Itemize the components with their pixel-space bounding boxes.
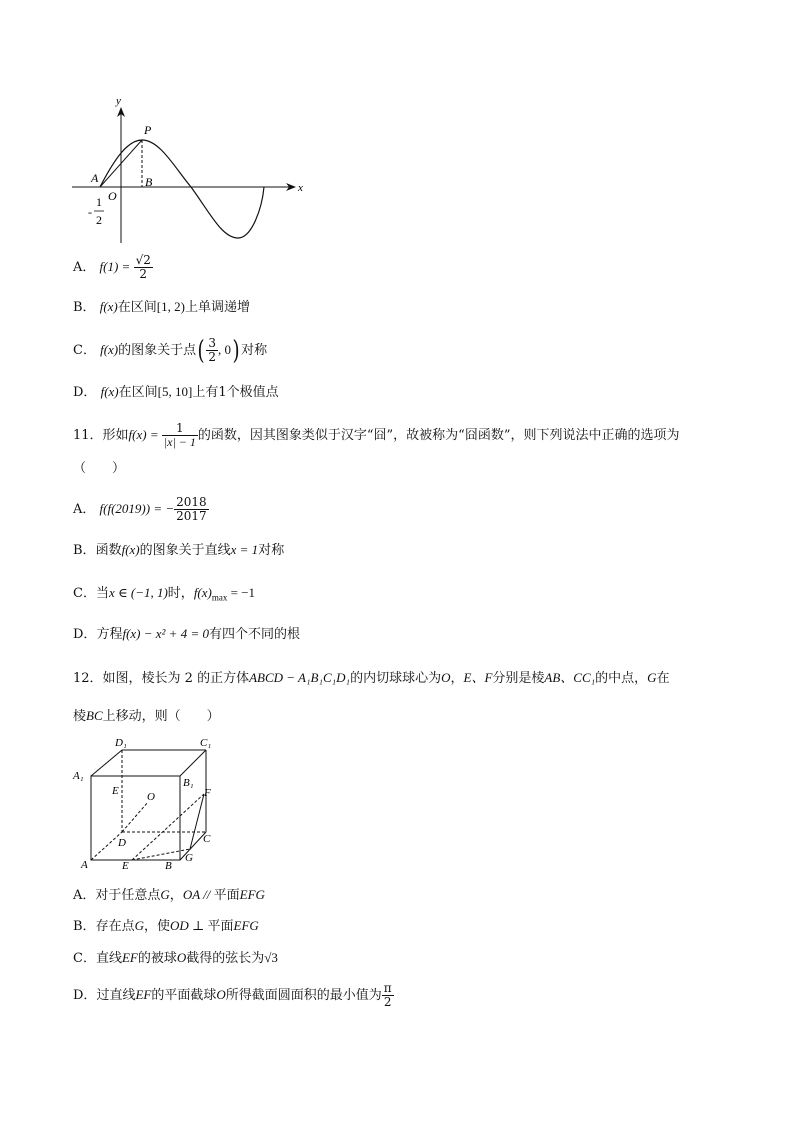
frac-numerator: 1	[162, 422, 198, 436]
vertex-C1-label: C₁	[200, 737, 212, 749]
option-A-text: 对于任意点	[95, 888, 161, 903]
option-D-text: 在区间	[118, 385, 158, 400]
frac-denominator: 2017	[176, 509, 207, 523]
q12-cube: ABCD − A₁B₁C₁D₁	[249, 670, 351, 685]
option-C-frac	[206, 337, 218, 364]
x-axis-label: x	[298, 182, 303, 194]
option-C-expr: f(x)	[193, 585, 212, 600]
q12-text-e: 的中点，	[595, 671, 648, 686]
option-C-EF: EF	[121, 950, 138, 965]
option-B-expr: f(x)	[121, 542, 140, 557]
frac-numerator: π	[383, 981, 392, 995]
option-D-label: D．	[73, 627, 97, 642]
q12-text-a: 12．如图，棱长为 2 的正方体	[73, 671, 250, 686]
frac-den: 2	[96, 213, 102, 227]
left-paren: (	[197, 335, 205, 366]
option-A-G: G	[160, 887, 170, 902]
option-B-text2: ，使	[143, 919, 170, 934]
q11-func: f(x) =	[128, 427, 162, 442]
vertex-C-label: C	[203, 833, 211, 845]
option-C-text: 当	[95, 586, 109, 601]
option-D-text2: 上有1个极值点	[192, 385, 279, 400]
q11-option-A	[73, 493, 209, 525]
y-axis-label: y	[116, 95, 121, 107]
option-A-text3: 平面	[213, 888, 240, 903]
line-DO	[122, 802, 148, 832]
option-D-O: O	[216, 987, 226, 1002]
q12-EF: E、F	[463, 670, 493, 685]
option-B-expr: f(x)	[99, 299, 118, 314]
origin-O-label: O	[108, 189, 117, 203]
right-paren: )	[232, 335, 240, 366]
cube-figure	[70, 736, 230, 874]
q11-option-C	[73, 583, 255, 608]
option-D-text2: 的平面截球	[151, 988, 217, 1003]
q12-stem-line1	[73, 668, 670, 689]
frac-numerator: 3	[208, 336, 216, 350]
point-E-label: E	[122, 860, 129, 872]
vertex-D-label: D	[118, 837, 126, 849]
option-A-expr: f(1) =	[99, 259, 134, 274]
option-B-label: B．	[73, 300, 96, 315]
frac-denominator: 2	[208, 350, 216, 364]
option-C-val: = −1	[227, 585, 256, 600]
option-A-expr: OA //	[182, 887, 214, 902]
option-D-expr: f(x)	[100, 384, 119, 399]
q10-option-A	[73, 252, 153, 282]
option-A-label: A．	[73, 260, 96, 275]
option-A-plane: EFG	[239, 887, 265, 902]
q10-option-D	[73, 382, 279, 403]
option-C-tail: , 0	[217, 342, 231, 357]
option-A-label: A．	[73, 502, 96, 517]
q11-number: 11．形如	[73, 428, 129, 443]
q12-text-g: 棱	[73, 709, 87, 724]
vertex-A-label: A	[81, 859, 88, 871]
q11-text: 的函数，因其图象类似于汉字“囧”，故被称为“囧函数”，则下列说法中正确的选项为	[197, 428, 680, 443]
q11-option-B	[73, 540, 284, 561]
vertex-D1-label: D₁	[115, 737, 127, 749]
option-A-frac	[134, 254, 153, 281]
q12-BC: BC	[86, 708, 103, 723]
option-B-expr: OD ⊥	[169, 918, 208, 933]
option-D-text: 过直线	[96, 988, 136, 1003]
q12-option-C	[73, 948, 278, 969]
option-D-text2: 有四个不同的根	[208, 627, 300, 642]
q11-frac	[162, 422, 198, 449]
q11-stem	[73, 418, 679, 452]
cube-front-face	[91, 776, 180, 860]
point-E-top-label: E	[112, 785, 119, 797]
line-EF	[132, 794, 204, 860]
vertex-B1-label: B₁	[183, 777, 194, 789]
q12-G: G	[647, 670, 657, 685]
vertex-A1-label: A₁	[73, 770, 84, 782]
q12-option-B	[73, 916, 259, 937]
option-B-text: 在区间	[117, 300, 157, 315]
option-B-text2: 上单调递增	[184, 300, 250, 315]
q12-text-d: 分别是棱	[492, 671, 545, 686]
point-B-label: B	[145, 175, 153, 189]
option-C-text2: 对称	[241, 343, 268, 358]
frac-numerator: 2018	[176, 495, 207, 509]
point-F-label: F	[204, 787, 211, 799]
option-B-text3: 对称	[258, 543, 285, 558]
option-C-label: C．	[73, 951, 96, 966]
option-C-sub: max	[211, 592, 228, 603]
q12-text-c: ，	[450, 671, 464, 686]
option-C-O: O	[176, 950, 187, 965]
q11-option-D	[73, 624, 300, 645]
option-D-text3: 所得截面圆面积的最小值为	[225, 988, 382, 1003]
frac-num: 1	[96, 195, 102, 209]
option-B-line: x = 1	[230, 542, 259, 557]
edge-A1D1	[91, 750, 122, 776]
option-C-text3: 截得的弦长为	[186, 951, 265, 966]
neg-sign: -	[88, 205, 92, 219]
option-C-text: 直线	[95, 951, 122, 966]
option-B-text2: 的图象关于直线	[139, 543, 231, 558]
q10-option-B	[73, 297, 250, 318]
option-C-label: C．	[73, 343, 96, 358]
q12-text-h: 上移动，则（ ）	[102, 709, 220, 724]
option-C-cond: x ∈ (−1, 1)	[108, 585, 168, 600]
q10-option-C	[73, 334, 267, 366]
line-FG	[190, 794, 204, 849]
option-C-text2: 时，	[167, 586, 194, 601]
point-G-label: G	[185, 852, 193, 864]
option-B-label: B．	[73, 919, 96, 934]
q12-AB-CC1: AB、CC₁	[544, 670, 596, 685]
option-D-expr: f(x) − x² + 4 = 0	[122, 626, 209, 641]
option-C-label: C．	[73, 586, 96, 601]
q11-paren: （ ）	[73, 461, 126, 476]
option-C-text2: 的被球	[137, 951, 177, 966]
option-A-expr: f(f(2019)) = −	[99, 501, 175, 516]
option-B-text: 函数	[95, 543, 122, 558]
option-C-text: 的图象关于点	[118, 343, 197, 358]
option-A-frac	[174, 496, 209, 523]
sine-curve	[100, 140, 264, 238]
option-B-G: G	[134, 918, 144, 933]
option-D-label: D．	[73, 988, 97, 1003]
option-B-plane: EFG	[233, 918, 259, 933]
edge-B1C1	[180, 750, 206, 776]
option-C-expr: f(x)	[100, 342, 119, 357]
option-B-text3: 平面	[207, 919, 234, 934]
option-D-frac	[382, 982, 394, 1009]
vertex-B-label: B	[165, 860, 172, 872]
point-P-label: P	[144, 123, 152, 137]
option-C-val: √3	[264, 950, 278, 965]
frac-denominator: 2	[383, 995, 392, 1009]
q12-option-A	[73, 885, 265, 906]
center-O-label: O	[147, 791, 155, 803]
frac-denominator: 2	[139, 267, 148, 281]
option-D-text: 方程	[96, 627, 123, 642]
option-D-interval: [5, 10]	[157, 384, 193, 399]
option-D-EF: EF	[135, 987, 152, 1002]
option-A-text2: ，	[169, 888, 183, 903]
q12-text-f: 在	[656, 671, 670, 686]
option-B-label: B．	[73, 543, 96, 558]
option-B-text: 存在点	[95, 919, 135, 934]
frac-denominator: |x| − 1	[163, 435, 196, 449]
point-A-label: A	[91, 171, 99, 185]
sine-graph-figure	[60, 88, 310, 248]
q12-O: O	[441, 670, 451, 685]
frac-numerator: √2	[135, 253, 151, 267]
q12-stem-line2	[73, 706, 220, 727]
q12-text-b: 的内切球球心为	[350, 671, 442, 686]
q12-option-D	[73, 978, 394, 1012]
option-A-label: A．	[73, 888, 96, 903]
option-B-interval: [1, 2)	[156, 299, 185, 314]
option-D-label: D．	[73, 385, 97, 400]
